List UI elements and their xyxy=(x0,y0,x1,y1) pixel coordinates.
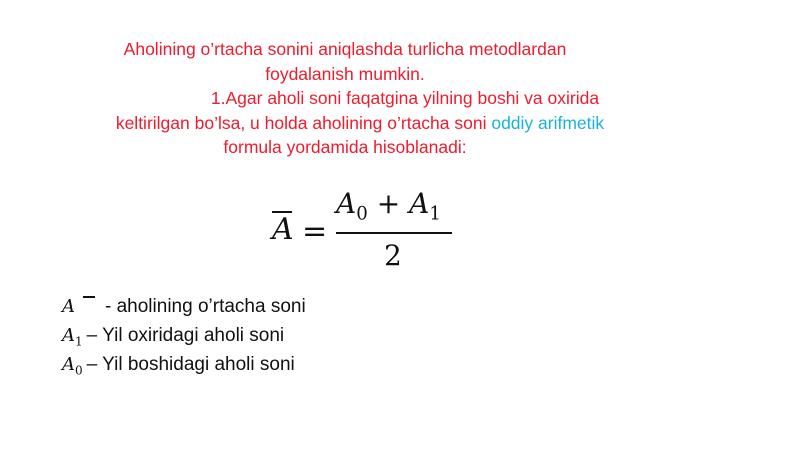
legend-desc: – Yil oxiridagi aholi soni xyxy=(86,325,285,346)
legend xyxy=(62,296,306,383)
legend-row-end xyxy=(62,325,306,354)
intro-line-2: foydalanish mumkin. xyxy=(265,63,425,84)
numerator-plus: + xyxy=(367,187,410,220)
intro-accent-text: oddiy arifmetik xyxy=(491,112,605,133)
intro-line-4-text: keltirilgan bo’lsa, u holda aholining o’rtacha soni xyxy=(115,112,492,133)
intro-text xyxy=(40,37,650,160)
intro-line-1: Aholining o’rtacha sonini aniqlashda turlicha metodlardan xyxy=(123,39,567,59)
formula-lhs: A xyxy=(272,212,294,247)
overline-mark xyxy=(83,296,95,298)
fraction-line xyxy=(336,232,452,234)
intro-line-3: 1.Agar aholi soni faqatgina yilning boshi va oxirida xyxy=(210,88,600,108)
formula-numerator xyxy=(336,187,441,225)
legend-row-mean xyxy=(62,296,306,325)
legend-desc: - aholining o’rtacha soni xyxy=(105,296,306,317)
legend-symbol: $A_1$ xyxy=(62,325,83,349)
numerator-a1: A xyxy=(409,187,430,220)
formula-equals: = xyxy=(302,214,328,249)
legend-row-start xyxy=(62,354,306,383)
numerator-a1-sub: 1 xyxy=(429,203,441,225)
legend-desc: – Yil boshidagi aholi soni xyxy=(86,354,295,375)
legend-symbol: A xyxy=(62,296,75,317)
intro-line-4 xyxy=(40,111,650,136)
numerator-a0-sub: 0 xyxy=(356,203,368,225)
formula-denominator: 2 xyxy=(384,239,402,272)
legend-symbol: $A_0$ xyxy=(62,354,83,378)
intro-line-5: formula yordamida hisoblanadi: xyxy=(223,137,467,157)
numerator-a0: A xyxy=(336,187,357,220)
